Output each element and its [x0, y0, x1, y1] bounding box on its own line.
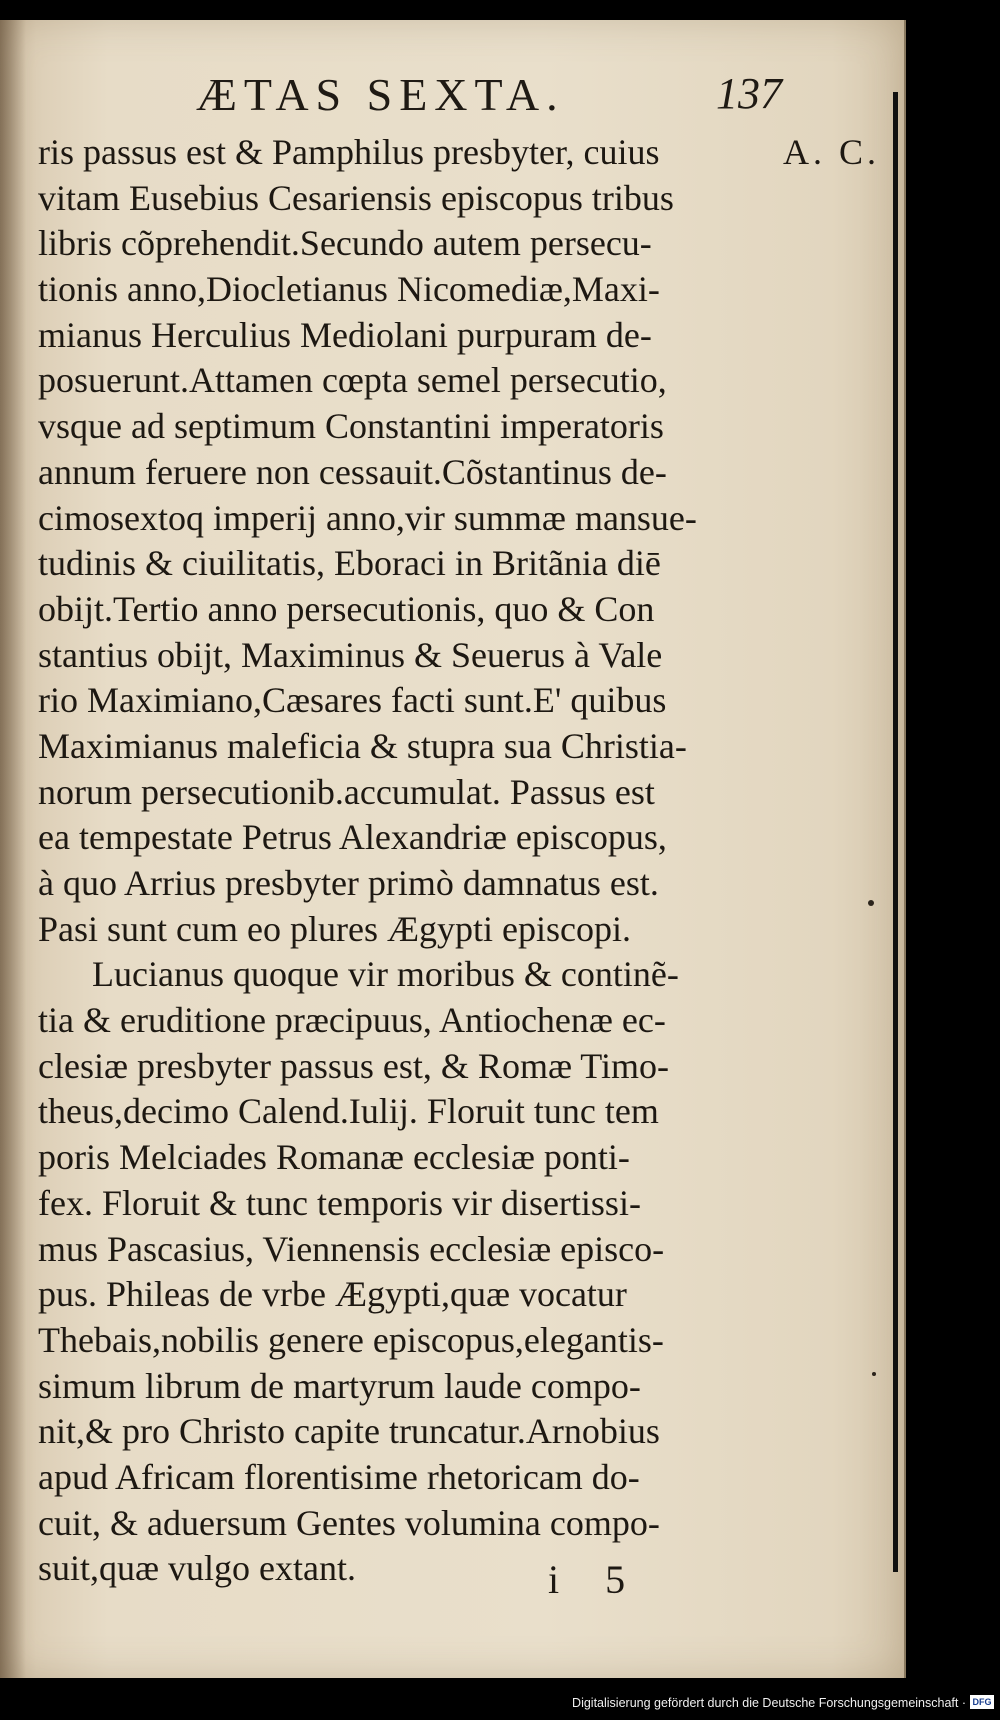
text-line: nit,& pro Christo capite truncatur.Arnobius — [38, 1411, 660, 1452]
margin-rule — [893, 92, 898, 1572]
text-line: Maximianus maleficia & stupra sua Christia- — [38, 725, 687, 766]
text-line: stantius obijt, Maximinus & Seuerus à Vale — [38, 634, 663, 675]
margin-note-ac: A. C. — [783, 132, 881, 172]
text-line: tionis anno,Diocletianus Nicomediæ,Maxi- — [38, 269, 660, 310]
text-line: vitam Eusebius Cesariensis episcopus tribus — [38, 177, 674, 218]
text-line: apud Africam florentisime rhetoricam do- — [38, 1456, 640, 1497]
text-line: clesiæ presbyter passus est, & Romæ Timo- — [38, 1045, 670, 1086]
text-line: poris Melciades Romanæ ecclesiæ ponti- — [38, 1137, 630, 1178]
digitization-credit: Digitalisierung gefördert durch die Deutsche Forschungsgemeinschaft · — [572, 1696, 966, 1710]
page-header — [0, 58, 904, 130]
text-line: tia & eruditione præcipuus, Antiochenæ ec- — [38, 1000, 666, 1041]
text-line: simum librum de martyrum laude compo- — [38, 1365, 641, 1406]
text-line: obijt.Tertio anno persecutionis, quo & Con — [38, 588, 655, 629]
body-text — [38, 130, 798, 1592]
text-line: norum persecutionib.accumulat. Passus est — [38, 771, 655, 812]
text-line: Thebais,nobilis genere episcopus,elegantis- — [38, 1319, 664, 1360]
text-line: suit,quæ vulgo extant. — [38, 1548, 356, 1589]
text-line: ea tempestate Petrus Alexandriæ episcopus, — [38, 817, 667, 858]
text-line: fex. Floruit & tunc temporis vir disertissi- — [38, 1182, 641, 1223]
ink-speck — [868, 900, 874, 906]
page-number: 137 — [716, 69, 782, 118]
text-line: mus Pascasius, Viennensis ecclesiæ episco- — [38, 1228, 665, 1269]
text-line: Pasi sunt cum eo plures Ægypti episcopi. — [38, 908, 631, 949]
ink-speck — [872, 1372, 876, 1376]
text-line: rio Maximiano,Cæsares facti sunt.E' quibus — [38, 680, 667, 721]
text-line: annum feruere non cessauit.Cõstantinus de- — [38, 451, 667, 492]
dfg-logo: DFG — [970, 1695, 994, 1709]
text-line: theus,decimo Calend.Iulij. Floruit tunc tem — [38, 1091, 659, 1132]
paragraph-start-line: Lucianus quoque vir moribus & continẽ- — [92, 954, 679, 995]
text-line: à quo Arrius presbyter primò damnatus est. — [38, 863, 659, 903]
running-title: ÆTAS SEXTA. — [196, 69, 565, 120]
gutter-shadow — [0, 20, 26, 1678]
footer-bar — [0, 1690, 1000, 1720]
text-line: libris cõprehendit.Secundo autem persecu- — [38, 223, 652, 264]
text-line: pus. Phileas de vrbe Ægypti,quæ vocatur — [38, 1274, 627, 1315]
text-line: cimosextoq imperij anno,vir summæ mansue- — [38, 497, 697, 538]
text-line: mianus Herculius Mediolani purpuram de- — [38, 314, 652, 355]
text-line: posuerunt.Attamen cœpta semel persecutio, — [38, 360, 667, 401]
text-line: tudinis & ciuilitatis, Eboraci in Britãnia diē — [38, 543, 661, 584]
text-line: ris passus est & Pamphilus presbyter, cuius — [38, 132, 660, 172]
signature-mark: i 5 — [548, 1557, 644, 1602]
text-line: vsque ad septimum Constantini imperatoris — [38, 406, 664, 447]
text-line: cuit, & aduersum Gentes volumina compo- — [38, 1502, 660, 1543]
